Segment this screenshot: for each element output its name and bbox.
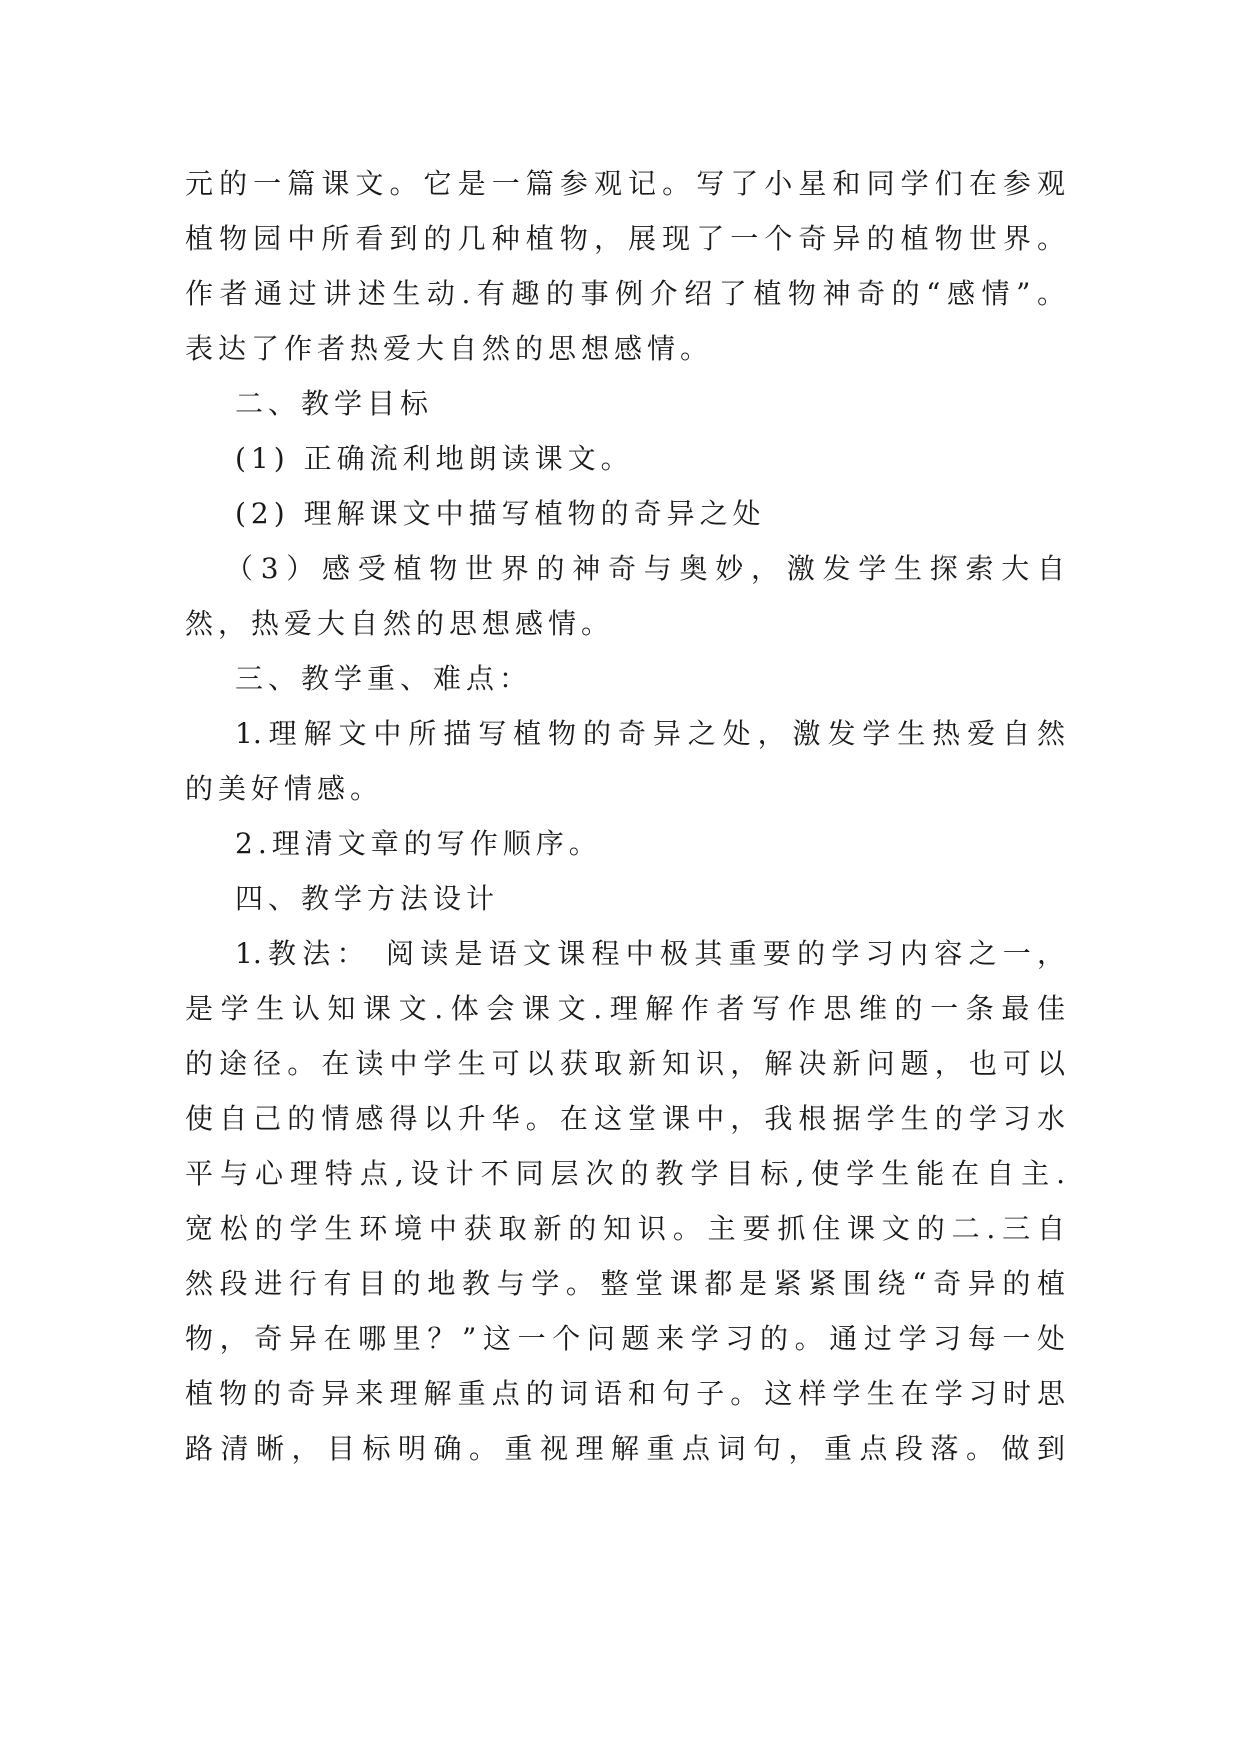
text-line: 物，奇异在哪里？”这一个问题来学习的。通过学习每一处 [185,1322,1065,1355]
text-line: 然，热爱大自然的思想感情。 [185,607,615,640]
text-line: 是学生认知课文.体会课文.理解作者写作思维的一条最佳 [185,992,1065,1025]
text-line: 元的一篇课文。它是一篇参观记。写了小星和同学们在参观 [185,167,1065,200]
text-line: 的途径。在读中学生可以获取新知识，解决新问题，也可以 [185,1047,1065,1080]
text-line: 宽松的学生环境中获取新的知识。主要抓住课文的二.三自 [185,1212,1065,1245]
text-line: 平与心理特点,设计不同层次的教学目标,使学生能在自主. [185,1157,1065,1190]
text-line: 四、教学方法设计 [235,882,500,915]
text-line: (2) 理解课文中描写植物的奇异之处 [235,497,766,530]
text-line: 二、教学目标 [235,387,434,420]
text-line: 表达了作者热爱大自然的思想感情。 [185,332,714,365]
text-line: 使自己的情感得以升华。在这堂课中，我根据学生的学习水 [185,1102,1065,1135]
text-line: 路清晰，目标明确。重视理解重点词句，重点段落。做到 [185,1432,1065,1465]
text-line: (1) 正确流利地朗读课文。 [235,442,634,475]
text-line: 作者通过讲述生动.有趣的事例介绍了植物神奇的“感情”。 [185,277,1065,310]
document-body [185,162,1065,1482]
text-line: 1.理解文中所描写植物的奇异之处，激发学生热爱自然 [235,717,1065,750]
text-line: 植物园中所看到的几种植物，展现了一个奇异的植物世界。 [185,222,1065,255]
text-line: （3）感受植物世界的神奇与奥妙，激发学生探索大自 [225,552,1065,585]
text-line: 2.理清文章的写作顺序。 [235,827,602,860]
text-line: 植物的奇异来理解重点的词语和句子。这样学生在学习时思 [185,1377,1065,1410]
text-line: 然段进行有目的地教与学。整堂课都是紧紧围绕“奇异的植 [185,1267,1065,1300]
text-line: 1.教法： 阅读是语文课程中极其重要的学习内容之一， [235,937,1065,970]
text-line: 三、教学重、难点： [235,662,533,695]
text-line: 的美好情感。 [185,772,384,805]
